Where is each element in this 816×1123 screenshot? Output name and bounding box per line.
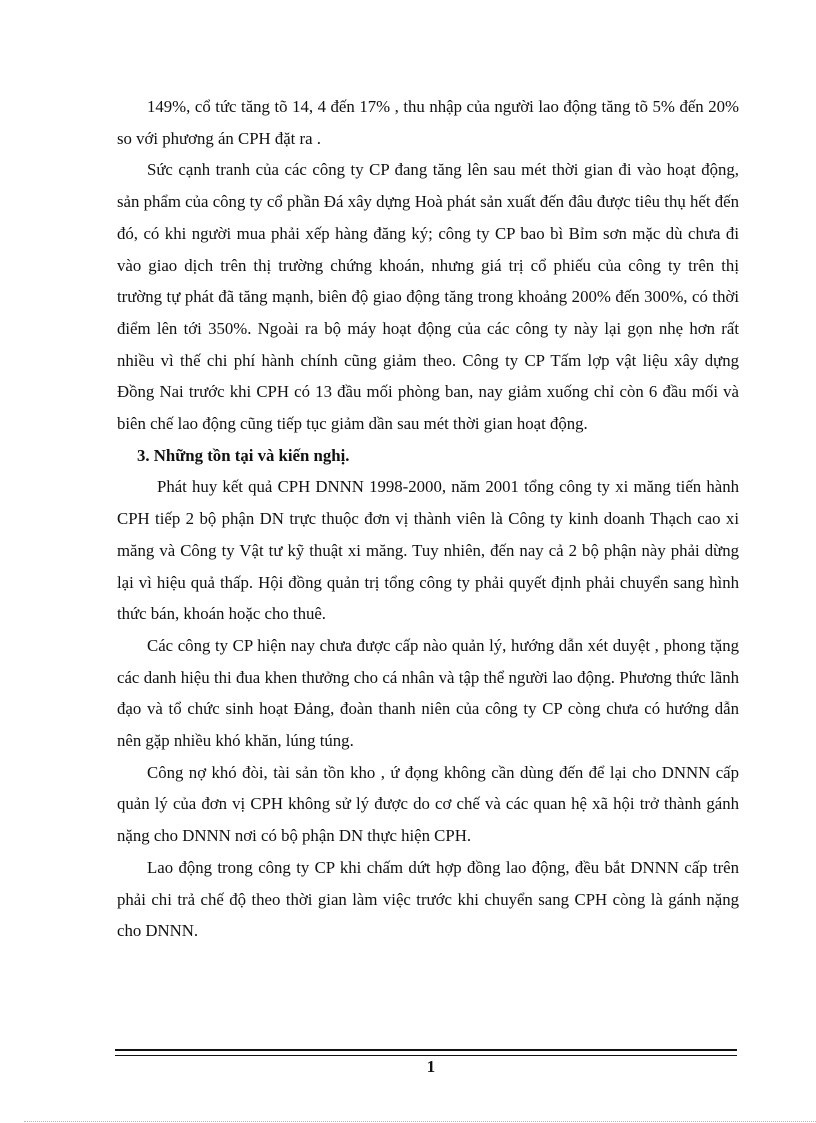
document-body	[117, 91, 739, 947]
footer-divider	[115, 1049, 737, 1056]
section-heading: 3. Những tồn tại và kiến nghị.	[137, 445, 350, 465]
page-edge-divider	[24, 1121, 816, 1122]
paragraph-5: Công nợ khó đòi, tài sản tồn kho , ứ đọng không cần dùng đến để lại cho DNNN cấp quản lý của đơn vị CPH không sử lý được do cơ chế và các quan hệ xã hội trở thành gánh nặng cho DNNN nơi có bộ phận DN thực hiện CPH.	[117, 762, 739, 846]
paragraph-2: Sức cạnh tranh của các công ty CP đang tăng lên sau mét thời gian đi vào hoạt động, sản phẩm của công ty cổ phần Đá xây dựng Hoà phát sản xuất đến đâu được tiêu thụ hết đến đó, có khi người mua phải xếp hàng đăng ký; công ty CP bao bì Bỉm sơn mặc dù chưa đi vào giao dịch trên thị trường chứng khoán, nhưng giá trị cổ phiếu của công ty trên thị trường tự phát đã tăng mạnh, biên độ giao động tăng trong khoảng 200% đến 300%, có thời điểm lên tới 350%. Ngoài ra bộ máy hoạt động của các công ty này lại gọn nhẹ hơn rất nhiều vì thế chi phí hành chính cũng giảm theo. Công ty CP Tấm lợp vật liệu xây dựng Đồng Nai trước khi CPH có 13 đầu mối phòng ban, nay giảm xuống chỉ còn 6 đầu mối và biên chế lao động cũng tiếp tục giảm dần sau mét thời gian hoạt động.	[117, 160, 739, 434]
paragraph-6: Lao động trong công ty CP khi chấm dứt hợp đồng lao động, đều bắt DNNN cấp trên phải chi trả chế độ theo thời gian làm việc trước khi chuyển sang CPH còng là gánh nặng cho DNNN.	[117, 857, 739, 941]
paragraph-4: Các công ty CP hiện nay chưa được cấp nào quản lý, hướng dẫn xét duyệt , phong tặng các danh hiệu thi đua khen thưởng cho cá nhân và tập thể người lao động. Phương thức lãnh đạo và tổ chức sinh hoạt Đảng, đoàn thanh niên của công ty CP còng chưa có hướng dẫn nên gặp nhiều khó khăn, lúng túng.	[117, 635, 739, 751]
page-number: 1	[426, 1057, 436, 1076]
paragraph-1: 149%, cổ tức tăng tõ 14, 4 đến 17% , thu nhập của người lao động tăng tõ 5% đến 20% so với phương án CPH đặt ra .	[117, 97, 739, 148]
paragraph-3: Phát huy kết quả CPH DNNN 1998-2000, năm 2001 tổng công ty xi măng tiến hành CPH tiếp 2 bộ phận DN trực thuộc đơn vị thành viên là Công ty kinh doanh Thạch cao xi măng và Công ty Vật tư kỹ thuật xi măng. Tuy nhiên, đến nay cả 2 bộ phận này phải dừng lại vì hiệu quả thấp. Hội đồng quản trị tổng công ty phải quyết định phải chuyển sang hình thức bán, khoán hoặc cho thuê.	[117, 477, 739, 624]
